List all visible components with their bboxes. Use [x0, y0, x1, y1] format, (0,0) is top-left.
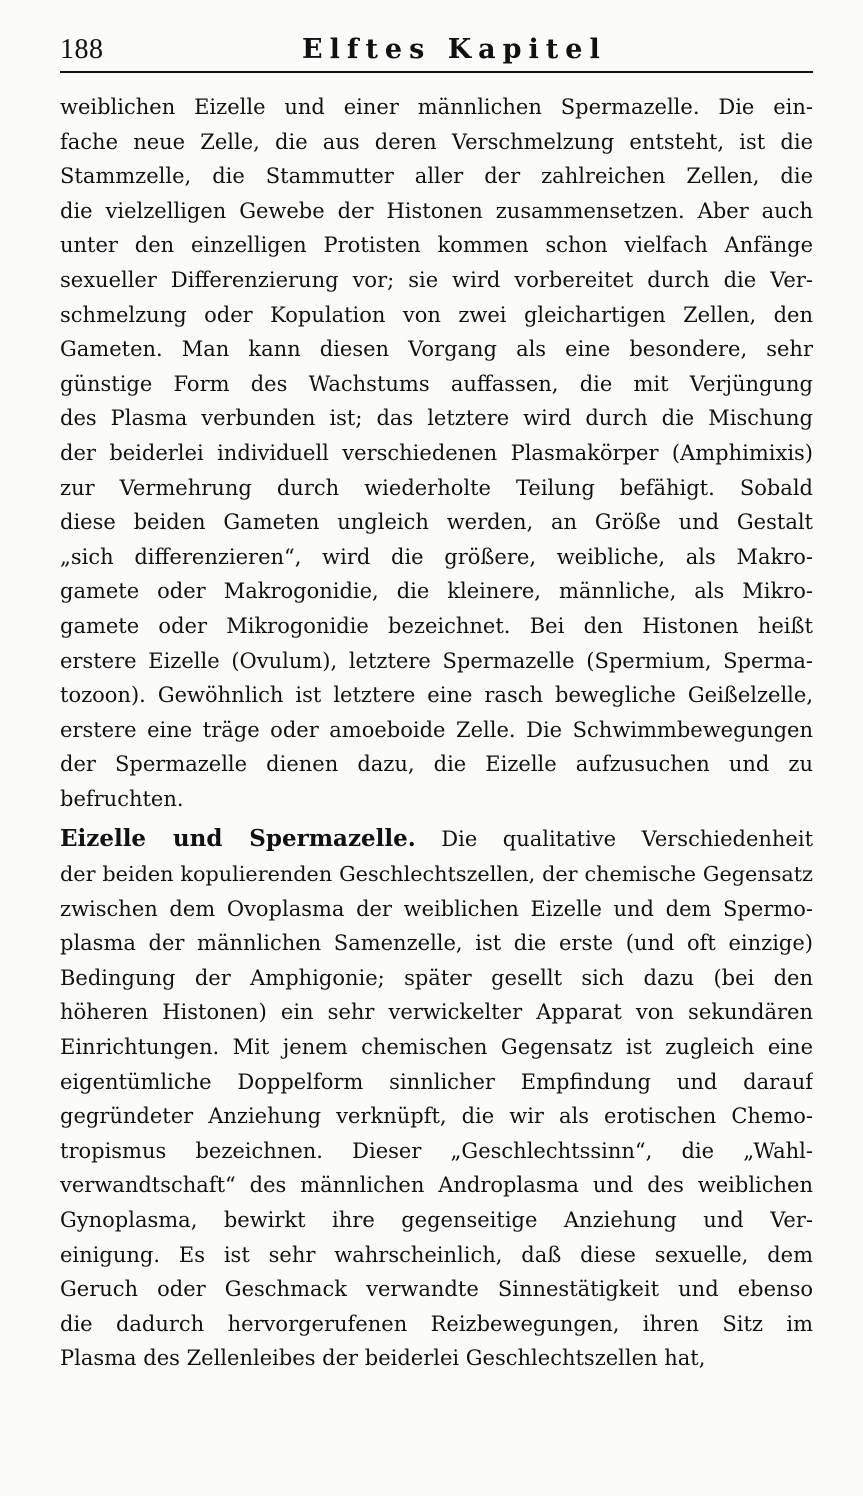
text-line: der beiderlei individuell verschiedenen Plasmakörper (Amphimixis) — [60, 440, 813, 465]
text-line: Einrichtungen. Mit jenem chemischen Gegensatz ist zugleich eine — [60, 1035, 813, 1060]
text-line: Gameten. Man kann diesen Vorgang als eine besondere, sehr — [60, 337, 813, 362]
text-line: Plasma des Zellenleibes der beiderlei Geschlechtszellen hat, — [60, 1346, 706, 1371]
text-line: gamete oder Mikrogonidie bezeichnet. Bei den Histonen heißt — [60, 613, 813, 638]
text-line: befruchten. — [60, 786, 184, 811]
text-line: unter den einzelligen Protisten kommen schon vielfach Anfänge — [60, 233, 813, 258]
text-line: eigentümliche Doppelform sinnlicher Empfindung und darauf — [60, 1069, 813, 1094]
text-line: höheren Histonen) ein sehr verwickelter Apparat von sekundären — [60, 1000, 813, 1025]
body-text — [60, 90, 813, 1376]
text-line: Stammzelle, die Stammutter aller der zahlreichen Zellen, die — [60, 164, 813, 189]
page-header — [60, 30, 813, 72]
text-line: gamete oder Makrogonidie, die kleinere, männliche, als Mikro- — [60, 579, 813, 604]
text-line: weiblichen Eizelle und einer männlichen Spermazelle. Die ein- — [60, 95, 813, 119]
text-line: günstige Form des Wachstums auffassen, die mit Verjüngung — [60, 371, 813, 396]
paragraph-2 — [60, 857, 813, 1376]
text-line: Bedingung der Amphigonie; später gesellt sich dazu (bei den — [60, 965, 813, 990]
text-line: sexueller Differenzierung vor; sie wird vorbereitet durch die Ver- — [60, 267, 813, 292]
text-line: die dadurch hervorgerufenen Reizbewegungen, ihren Sitz im — [60, 1311, 813, 1336]
text-line: der beiden kopulierenden Geschlechtszellen, der chemische Gegensatz — [60, 862, 813, 887]
text-line: Geruch oder Geschmack verwandte Sinnestätigkeit und ebenso — [60, 1277, 813, 1302]
text-line: die vielzelligen Gewebe der Histonen zusammensetzen. Aber auch — [60, 198, 813, 223]
text-line: erstere eine träge oder amoeboide Zelle. Die Schwimmbewegungen — [60, 717, 813, 742]
running-head: Elftes Kapitel — [302, 34, 607, 65]
text-line: zur Vermehrung durch wiederholte Teilung befähigt. Sobald — [60, 475, 813, 500]
section-heading-line — [60, 822, 813, 857]
text-line: fache neue Zelle, die aus deren Verschmelzung entsteht, ist die — [60, 129, 813, 154]
section-heading: Eizelle und Spermazelle. — [60, 825, 416, 853]
text-line: zwischen dem Ovoplasma der weiblichen Eizelle und dem Spermo- — [60, 896, 813, 921]
page-number: 188 — [60, 34, 104, 65]
text-line: verwandtschaft“ des männlichen Androplasma und des weiblichen — [60, 1173, 813, 1198]
text-line: erstere Eizelle (Ovulum), letztere Spermazelle (Spermium, Sperma- — [60, 648, 813, 673]
text-line: des Plasma verbunden ist; das letztere wird durch die Mischung — [60, 406, 813, 431]
text-line: Gynoplasma, bewirkt ihre gegenseitige Anziehung und Ver- — [60, 1208, 813, 1232]
text-line: tozoon). Gewöhnlich ist letztere eine rasch bewegliche Geißelzelle, — [60, 683, 813, 708]
paragraph-1 — [60, 90, 813, 816]
text-line: tropismus bezeichnen. Dieser „Geschlechtssinn“, die „Wahl- — [60, 1138, 813, 1163]
text-line: diese beiden Gameten ungleich werden, an Größe und Gestalt — [60, 510, 813, 535]
text-line: einigung. Es ist sehr wahrscheinlich, daß diese sexuelle, dem — [60, 1242, 813, 1267]
text-line: „sich differenzieren“, wird die größere, weibliche, als Makro- — [60, 544, 813, 569]
paragraph-2-opening: Die qualitative Verschiedenheit — [441, 827, 813, 852]
header-rule — [60, 71, 813, 73]
text-line: der Spermazelle dienen dazu, die Eizelle aufzusuchen und zu — [60, 752, 813, 777]
text-line: gegründeter Anziehung verknüpft, die wir als erotischen Chemo- — [60, 1104, 813, 1129]
text-line: plasma der männlichen Samenzelle, ist die erste (und oft einzige) — [60, 931, 813, 956]
text-line: schmelzung oder Kopulation von zwei gleichartigen Zellen, den — [60, 302, 813, 327]
